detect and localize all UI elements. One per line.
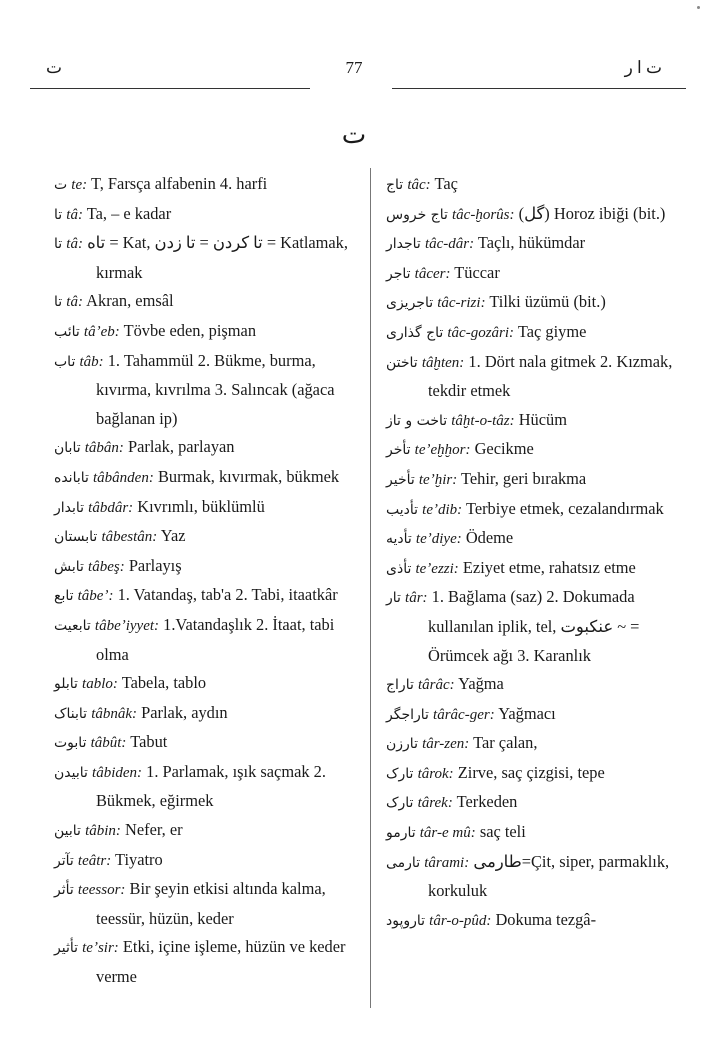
entry-definition: Taç	[434, 174, 458, 193]
column-divider	[370, 168, 371, 1008]
dictionary-entry	[386, 318, 686, 348]
entry-definition: Terkeden	[456, 792, 518, 812]
entry-transliteration: tâbeʼ:	[77, 588, 114, 605]
entry-arabic-word: تارک	[386, 765, 414, 782]
entry-arabic-word: تابدار	[54, 499, 85, 516]
entry-transliteration: tâc-gozâri:	[447, 324, 515, 341]
section-letter: ت	[341, 120, 367, 149]
entry-transliteration: tâbeʼiyyet:	[94, 617, 160, 634]
entry-transliteration: tâbnâk:	[91, 705, 138, 722]
header-right-word: ت ا ر	[624, 58, 662, 77]
entry-definition: Etki, içine işleme, hüzün ve keder verme	[96, 937, 346, 987]
dictionary-entry	[54, 816, 359, 846]
header-rule-left	[30, 88, 310, 89]
entry-arabic-word: تاج خروس	[386, 206, 448, 223]
entry-definition: Hücüm	[518, 409, 567, 429]
entry-transliteration: târ-zen:	[422, 736, 470, 753]
entry-definition: Akran, emsâl	[86, 291, 174, 311]
dictionary-entry	[54, 433, 359, 463]
entry-transliteration: teâtr:	[77, 852, 112, 869]
entry-definition: Gecikme	[474, 439, 534, 459]
entry-arabic-word: تأثر	[54, 882, 74, 899]
dictionary-entry	[386, 406, 686, 436]
entry-arabic-word: تاجر	[386, 265, 411, 282]
entry-transliteration: tâḫten:	[421, 354, 465, 371]
dictionary-entry	[54, 581, 359, 611]
entry-transliteration: teʼezzi:	[415, 560, 459, 577]
entry-transliteration: târâc-ger:	[433, 706, 495, 723]
dictionary-entry	[386, 906, 686, 936]
entry-transliteration: tâ:	[66, 206, 83, 223]
entry-arabic-word: تاختن	[386, 354, 418, 371]
entry-arabic-word: تأدیه	[386, 531, 412, 548]
entry-arabic-word: تار	[386, 590, 401, 607]
entry-transliteration: tâbût:	[90, 735, 127, 752]
dictionary-entry	[386, 583, 686, 670]
dictionary-entry	[54, 669, 359, 699]
entry-transliteration: tâbin:	[85, 823, 121, 840]
dictionary-entry	[386, 435, 686, 465]
dictionary-entry	[54, 229, 359, 287]
entry-transliteration: târami:	[424, 854, 470, 871]
entry-arabic-word: ت	[54, 177, 68, 193]
entry-definition: (گل) Horoz ibiği (bit.)	[518, 203, 666, 223]
entry-transliteration: tâc-ḫorûs:	[452, 206, 515, 223]
entry-transliteration: teʼdib:	[422, 501, 463, 518]
entry-transliteration: teʼsir:	[82, 940, 119, 957]
entry-definition: Taç giyme	[517, 321, 587, 341]
dictionary-entry	[54, 699, 359, 729]
entry-arabic-word: تارمو	[386, 825, 416, 842]
entry-arabic-word: تا	[54, 206, 63, 223]
entry-transliteration: tâʼeb:	[83, 323, 120, 340]
entry-transliteration: tâḫt-o-tâz:	[451, 412, 515, 429]
entry-transliteration: târ-e mû:	[419, 825, 476, 842]
entry-arabic-word: تابین	[54, 823, 81, 840]
entry-arabic-word: تاراجگر	[386, 706, 429, 723]
entry-arabic-word: تابان	[54, 440, 81, 457]
dictionary-entry	[386, 288, 686, 318]
entry-definition: 1. Tahammül 2. Bükme, burma, kıvırma, kıvrılma 3. Salıncak (ağaca bağlanan ip)	[96, 350, 335, 428]
entry-arabic-word: تاجدار	[386, 236, 421, 253]
dictionary-entry	[54, 463, 359, 493]
entry-definition: Terbiye etmek, cezalandırmak	[465, 498, 664, 518]
entry-definition: Tabut	[130, 732, 168, 752]
entry-transliteration: tâbeş:	[88, 558, 125, 575]
entry-arabic-word: تأذی	[386, 560, 412, 577]
entry-definition: Parlak, aydın	[141, 702, 228, 722]
entry-transliteration: tâc-dâr:	[424, 236, 475, 253]
entry-transliteration: teʼdiye:	[415, 531, 462, 548]
entry-definition: 1. Bağlama (saz) 2. Dokumada kullanılan iplik, tel, عنکبوت ~ = Örümcek ağı 3. Karanlık	[428, 587, 640, 665]
dictionary-entry	[54, 200, 359, 230]
entry-definition: Tabela, tablo	[121, 673, 207, 693]
header-left-letter: ت	[46, 58, 63, 77]
dictionary-entry	[386, 259, 686, 289]
dictionary-entry	[54, 758, 359, 816]
entry-definition: 1. Parlamak, ışık saçmak 2. Bükmek, eğirmek	[96, 761, 326, 811]
entry-definition: 1. Vatandaş, tab'a 2. Tabi, itaatkâr	[117, 585, 338, 605]
entry-definition: Tövbe eden, pişman	[123, 320, 257, 340]
entry-definition: Taçlı, hükümdar	[477, 233, 586, 253]
entry-definition: Tilki üzümü (bit.)	[489, 292, 606, 312]
entry-arabic-word: تارزن	[386, 736, 418, 753]
entry-definition: Nefer, er	[125, 820, 183, 840]
entry-definition: Tehir, geri bırakma	[461, 468, 587, 488]
entry-definition: Bir şeyin etkisi altında kalma, teessür, hüzün, keder	[96, 879, 326, 928]
entry-transliteration: teʼeḫḫor:	[414, 442, 471, 459]
entry-arabic-word: تاج	[386, 177, 404, 193]
entry-definition: Yağmacı	[498, 703, 556, 723]
entry-arabic-word: تابیدن	[54, 764, 88, 781]
dictionary-entry	[54, 933, 359, 991]
entry-transliteration: teessor:	[77, 882, 126, 899]
entry-arabic-word: تابستان	[54, 529, 98, 546]
entry-arabic-word: تابع	[54, 588, 74, 605]
entry-transliteration: tâc:	[407, 177, 431, 193]
dictionary-entry	[54, 287, 359, 317]
dictionary-entry	[54, 846, 359, 876]
dictionary-entry	[386, 229, 686, 259]
entry-definition: Eziyet etme, rahatsız etme	[462, 557, 636, 577]
entry-arabic-word: تاجریزی	[386, 295, 434, 312]
dictionary-entry	[386, 670, 686, 700]
entry-transliteration: târ:	[405, 590, 428, 607]
entry-definition: Tar çalan,	[473, 733, 538, 753]
dictionary-entry	[54, 170, 359, 200]
entry-definition: Tiyatro	[115, 849, 163, 869]
entry-arabic-word: تاب	[54, 353, 76, 370]
dictionary-entry	[54, 493, 359, 523]
entry-arabic-word: تاخت و تاز	[386, 412, 448, 429]
entry-definition: saç teli	[479, 822, 526, 842]
entry-transliteration: târok:	[417, 765, 454, 782]
entry-arabic-word: تابلو	[54, 676, 78, 693]
entry-transliteration: târ-o-pûd:	[429, 912, 492, 929]
dictionary-entry	[54, 611, 359, 669]
page-number: 77	[345, 58, 363, 77]
dictionary-entry	[54, 875, 359, 933]
entry-arabic-word: تابناک	[54, 705, 88, 722]
header-rule-right	[392, 88, 686, 89]
dictionary-entry	[386, 700, 686, 730]
entry-definition: Dokuma tezgâ-	[495, 909, 597, 929]
entry-definition: Kıvrımlı, büklümlü	[137, 496, 265, 516]
entry-arabic-word: تارمی	[386, 854, 421, 871]
entry-transliteration: tâc-rizi:	[437, 295, 486, 312]
entry-definition: تاه = Kat, تا کردن = تا زدن = Katlamak, kırmak	[87, 233, 348, 282]
entry-arabic-word: تاروپود	[386, 912, 426, 929]
dictionary-entry	[386, 170, 686, 200]
entry-arabic-word: تا	[54, 294, 63, 311]
entry-transliteration: tâb:	[79, 353, 104, 370]
entry-transliteration: târek:	[417, 795, 453, 812]
entry-transliteration: tâbestân:	[101, 529, 158, 546]
entry-transliteration: tâbân:	[84, 440, 124, 457]
dictionary-entry	[386, 348, 686, 406]
entry-arabic-word: تابعیت	[54, 617, 91, 634]
entry-arabic-word: تاج گذاری	[386, 324, 444, 341]
entry-arabic-word: تأخیر	[386, 471, 415, 488]
entry-definition: Ta, – e kadar	[86, 203, 172, 223]
dictionary-entry	[54, 728, 359, 758]
entry-transliteration: te:	[71, 177, 88, 193]
entry-arabic-word: تأخر	[386, 442, 411, 459]
dictionary-entry	[386, 818, 686, 848]
entry-definition: Yağma	[458, 674, 504, 694]
entry-transliteration: tablo:	[82, 676, 118, 693]
dictionary-entry	[386, 554, 686, 584]
entry-definition: طارمی=Çit, siper, parmaklık, korkuluk	[428, 851, 670, 901]
entry-definition: Ödeme	[465, 528, 514, 548]
entry-definition: Yaz	[160, 526, 186, 546]
dictionary-entry	[386, 848, 686, 906]
dictionary-entry	[386, 729, 686, 759]
entry-arabic-word: تاراج	[386, 677, 414, 694]
entry-definition: Burmak, kıvırmak, bükmek	[157, 466, 340, 486]
entry-arabic-word: تا	[54, 236, 63, 253]
entry-arabic-word: تآتر	[54, 852, 74, 869]
entry-arabic-word: تائب	[54, 323, 80, 340]
entry-transliteration: tâbiden:	[92, 764, 143, 781]
entry-definition: 1. Dört nala gitmek 2. Kızmak, tekdir etmek	[428, 351, 673, 401]
left-column	[54, 170, 359, 992]
dictionary-entry	[54, 522, 359, 552]
right-column	[386, 170, 686, 935]
entry-transliteration: tâcer:	[414, 265, 451, 282]
entry-definition: 1.Vatandaşlık 2. İtaat, tabi olma	[96, 614, 335, 664]
dictionary-entry	[386, 465, 686, 495]
dictionary-entry	[54, 552, 359, 582]
corner-mark	[697, 6, 700, 9]
dictionary-entry	[386, 200, 686, 230]
entry-arabic-word: تارک	[386, 795, 414, 812]
entry-transliteration: teʼḫir:	[418, 471, 458, 488]
entry-definition: T, Farsça alfabenin 4. harfi	[90, 174, 268, 193]
entry-arabic-word: تابش	[54, 558, 84, 575]
dictionary-entry	[386, 788, 686, 818]
entry-transliteration: tâbânden:	[93, 469, 154, 486]
entry-transliteration: târâc:	[417, 677, 455, 694]
entry-transliteration: tâbdâr:	[88, 499, 134, 516]
dictionary-entry	[386, 495, 686, 525]
entry-arabic-word: تابانده	[54, 469, 89, 486]
dictionary-entry	[54, 347, 359, 434]
dictionary-entry	[386, 524, 686, 554]
entry-arabic-word: تابوت	[54, 735, 87, 752]
entry-definition: Parlayış	[128, 555, 182, 575]
entry-definition: Zirve, saç çizgisi, tepe	[457, 762, 605, 782]
dictionary-entry	[386, 759, 686, 789]
entry-arabic-word: تأثیر	[54, 940, 79, 957]
entry-transliteration: tâ:	[66, 294, 83, 311]
entry-definition: Parlak, parlayan	[128, 437, 235, 457]
entry-transliteration: tâ:	[66, 236, 83, 253]
entry-definition: Tüccar	[454, 262, 500, 282]
entry-arabic-word: تأدیب	[386, 501, 419, 518]
dictionary-entry	[54, 317, 359, 347]
